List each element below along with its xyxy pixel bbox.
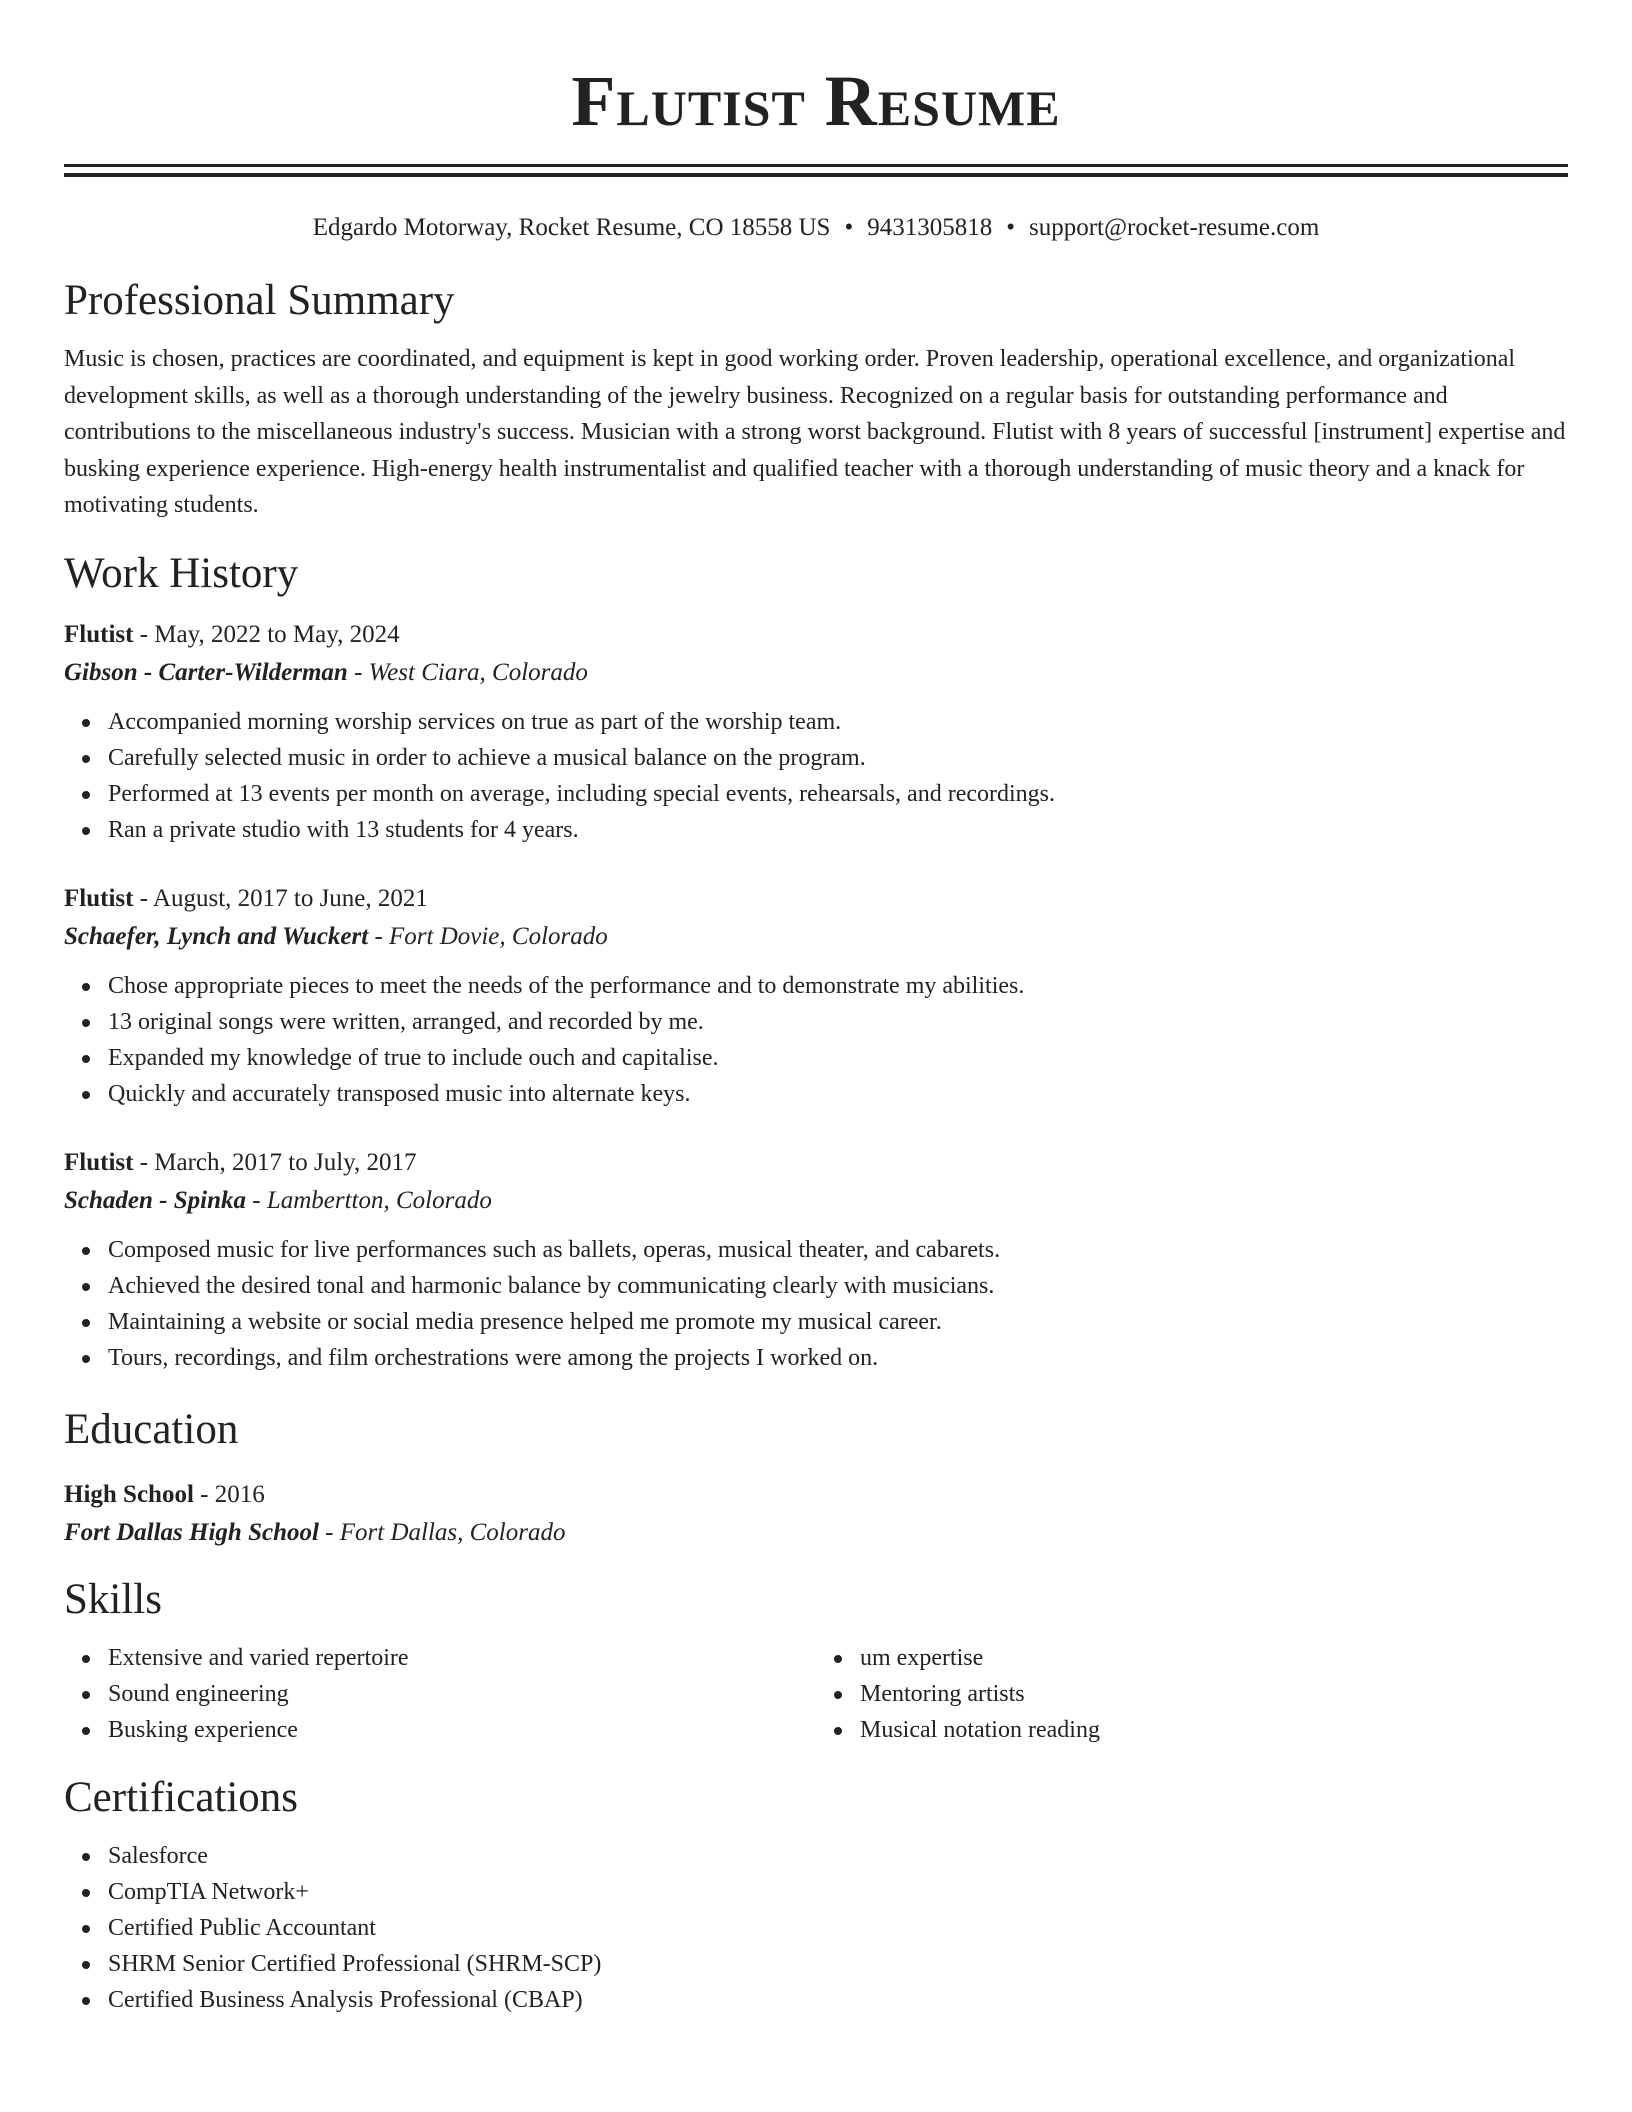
contact-address: Edgardo Motorway, Rocket Resume, CO 18558 US <box>312 214 831 241</box>
job-bullet: Ran a private studio with 13 students for 4 years. <box>108 812 1568 848</box>
work-history-heading: Work History <box>64 549 299 597</box>
skills-column-left <box>64 1640 816 1748</box>
employer-location: West Ciara, Colorado <box>368 658 588 686</box>
skill-item: Extensive and varied repertoire <box>108 1640 816 1676</box>
contact-phone: 9431305818 <box>867 214 993 241</box>
skill-item: Busking experience <box>108 1712 816 1748</box>
employer-line: Schaden - Spinka - Lambertton, Colorado <box>64 1186 492 1214</box>
job-title: Flutist <box>64 884 134 912</box>
job-bullet: Accompanied morning worship services on true as part of the worship team. <box>108 704 1568 740</box>
school-location: Fort Dallas, Colorado <box>339 1518 566 1546</box>
contact-separator: • <box>1006 214 1015 241</box>
job-bullets <box>64 1232 1568 1376</box>
certifications-section <box>64 1770 1568 2018</box>
resume-title: Flutist Resume <box>571 61 1061 141</box>
job-title: Flutist <box>64 620 134 648</box>
job-bullet: Quickly and accurately transposed music into alternate keys. <box>108 1076 1568 1112</box>
skill-item: um expertise <box>860 1640 1568 1676</box>
job-entry <box>64 880 1568 1112</box>
employer-location: Lambertton, Colorado <box>266 1186 492 1214</box>
certifications-list <box>64 1838 1568 2018</box>
title-double-rule <box>64 164 1568 177</box>
contact-separator: • <box>844 214 854 241</box>
job-dates: March, 2017 to July, 2017 <box>154 1148 417 1176</box>
summary-text: Music is chosen, practices are coordinated, and equipment is kept in good working order. Proven leadership, operational excellence, and organizational development skills, as well as a thorough understanding of the jewelry business. Recognized on a regular basis for outstanding performance and contributions to the miscellaneous industry's success. Musician with a strong worst background. Flutist with 8 years of successful [instrument] expertise and busking experience experience. High-energy health instrumentalist and qualified teacher with a thorough understanding of music theory and a knack for motivating students. <box>64 346 1566 518</box>
job-bullet: Chose appropriate pieces to meet the needs of the performance and to demonstrate my abilities. <box>108 968 1568 1004</box>
education-entry <box>64 1476 1568 1552</box>
job-title-line: Flutist - March, 2017 to July, 2017 <box>64 1148 417 1176</box>
school-line: Fort Dallas High School - Fort Dallas, Colorado <box>64 1518 566 1546</box>
certification-item: SHRM Senior Certified Professional (SHRM-SCP) <box>108 1946 1568 1982</box>
employer-line: Gibson - Carter-Wilderman - West Ciara, Colorado <box>64 658 588 686</box>
certification-item: Salesforce <box>108 1838 1568 1874</box>
job-dates: May, 2022 to May, 2024 <box>154 620 400 648</box>
job-bullet: 13 original songs were written, arranged, and recorded by me. <box>108 1004 1568 1040</box>
job-dates: August, 2017 to June, 2021 <box>152 884 428 912</box>
skill-item: Sound engineering <box>108 1676 816 1712</box>
contact-email: support@rocket-resume.com <box>1029 214 1320 241</box>
job-bullet: Maintaining a website or social media presence helped me promote my musical career. <box>108 1304 1568 1340</box>
job-bullet: Composed music for live performances such as ballets, operas, musical theater, and cabarets. <box>108 1232 1568 1268</box>
job-bullet: Achieved the desired tonal and harmonic balance by communicating clearly with musicians. <box>108 1268 1568 1304</box>
degree-line: High School - 2016 <box>64 1480 265 1508</box>
skills-section <box>64 1572 1568 1748</box>
skill-item: Musical notation reading <box>860 1712 1568 1748</box>
job-bullets <box>64 968 1568 1112</box>
job-bullets <box>64 704 1568 848</box>
school-name: Fort Dallas High School <box>64 1518 319 1546</box>
skills-column-right <box>816 1640 1568 1748</box>
certification-item: Certified Business Analysis Professional (CBAP) <box>108 1982 1568 2018</box>
job-bullet: Expanded my knowledge of true to include ouch and capitalise. <box>108 1040 1568 1076</box>
certifications-heading: Certifications <box>64 1773 299 1821</box>
certification-item: Certified Public Accountant <box>108 1910 1568 1946</box>
contact-line <box>64 211 1568 245</box>
work-history-section <box>64 546 1568 1376</box>
skill-item: Mentoring artists <box>860 1676 1568 1712</box>
employer-name: Schaefer, Lynch and Wuckert <box>64 922 369 950</box>
education-section <box>64 1402 1568 1552</box>
certification-item: CompTIA Network+ <box>108 1874 1568 1910</box>
job-title-line: Flutist - May, 2022 to May, 2024 <box>64 620 400 648</box>
job-entry <box>64 1144 1568 1376</box>
employer-name: Gibson - Carter-Wilderman <box>64 658 348 686</box>
job-title: Flutist <box>64 1148 134 1176</box>
employer-name: Schaden - Spinka <box>64 1186 246 1214</box>
summary-section <box>64 273 1568 524</box>
degree-name: High School <box>64 1480 194 1508</box>
summary-heading: Professional Summary <box>64 277 455 324</box>
job-bullet: Tours, recordings, and film orchestrations were among the projects I worked on. <box>108 1340 1568 1376</box>
graduation-year: 2016 <box>214 1480 265 1508</box>
job-bullet: Performed at 13 events per month on average, including special events, rehearsals, and recordings. <box>108 776 1568 812</box>
job-title-line: Flutist - August, 2017 to June, 2021 <box>64 884 428 912</box>
education-heading: Education <box>64 1405 239 1453</box>
employer-line: Schaefer, Lynch and Wuckert - Fort Dovie, Colorado <box>64 922 608 950</box>
employer-location: Fort Dovie, Colorado <box>389 922 608 950</box>
skills-grid <box>64 1640 1568 1748</box>
job-bullet: Carefully selected music in order to achieve a musical balance on the program. <box>108 740 1568 776</box>
skills-heading: Skills <box>64 1575 162 1623</box>
job-entry <box>64 616 1568 848</box>
